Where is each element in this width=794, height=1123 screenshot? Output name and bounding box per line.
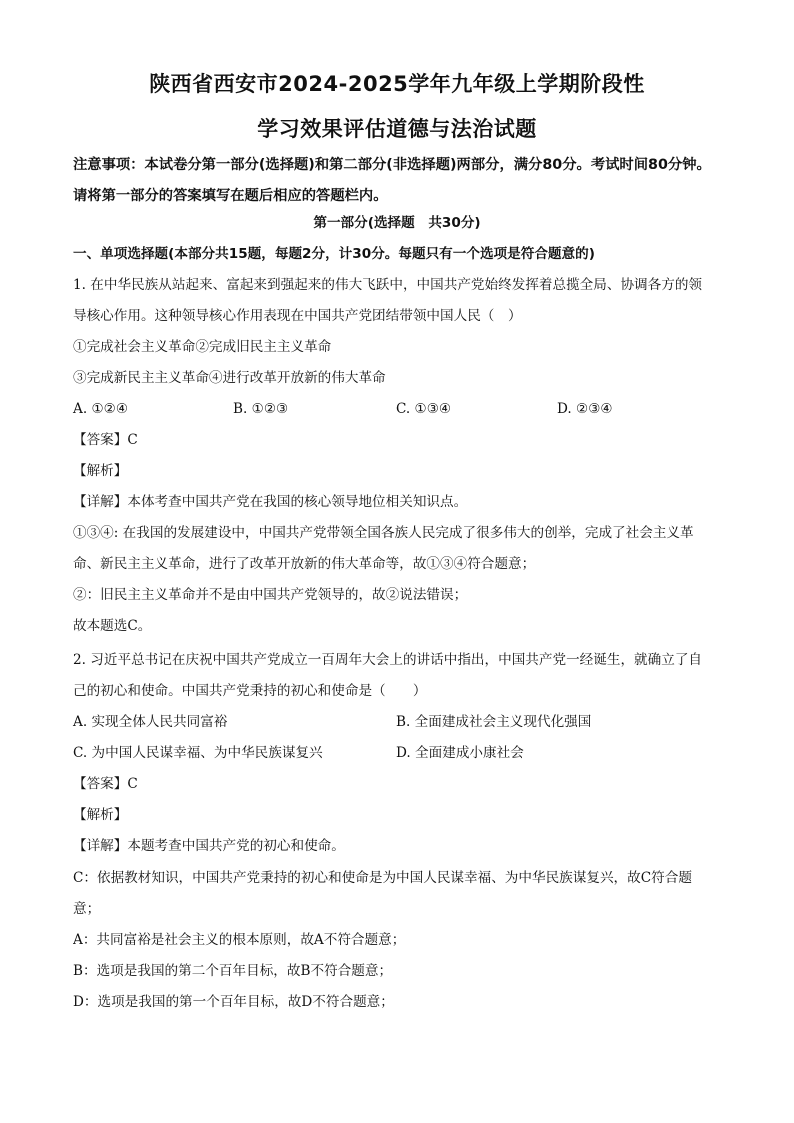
q2-explanation-c-line-2: 意；	[73, 901, 101, 917]
q1-option-b: B. ①②③	[233, 401, 289, 417]
q1-option-a: A. ①②④	[73, 401, 129, 417]
q2-option-a: A. 实现全体人民共同富裕	[73, 714, 228, 730]
q1-item-line-2: ③完成新民主主义革命④进行改革开放新的伟大革命	[73, 370, 386, 386]
q1-conclusion: 故本题选C。	[73, 618, 152, 634]
q2-option-c: C. 为中国人民谋幸福、为中华民族谋复兴	[73, 745, 323, 761]
q1-explanation-line-1: ①③④: 在我国的发展建设中，中国共产党带领全国各族人民完成了很多伟大的创举，完成了社会主义革	[73, 525, 694, 541]
q1-detail: 【详解】本体考查中国共产党在我国的核心领导地位相关知识点。	[73, 494, 468, 510]
q1-item-line-1: ①完成社会主义革命②完成旧民主主义革命	[73, 339, 332, 355]
q2-detail: 【详解】本题考查中国共产党的初心和使命。	[73, 838, 345, 854]
q2-explanation-b: B：选项是我国的第二个百年目标，故B不符合题意；	[73, 963, 393, 979]
q2-option-b: B. 全面建成社会主义现代化强国	[396, 714, 592, 730]
title-line-2: 学习效果评估道德与法治试题	[257, 117, 537, 141]
q1-analysis-label: 【解析】	[73, 463, 128, 479]
q1-answer: 【答案】C	[73, 432, 138, 448]
q1-option-c: C. ①③④	[396, 401, 452, 417]
q1-option-d: D. ②③④	[557, 401, 613, 417]
title-line-1: 陕西省西安市2024-2025学年九年级上学期阶段性	[149, 72, 645, 96]
notice-text: 注意事项：本试卷分第一部分(选择题)和第二部分(非选择题)两部分，满分80分。考试时间80分钟。请将第一部分的答案填写在题后相应的答题栏内。	[73, 157, 711, 204]
q2-stem-line-2: 己的初心和使命。中国共产党秉持的初心和使命是（ ）	[73, 683, 427, 699]
q1-explanation-2: ②：旧民主主义革命并不是由中国共产党领导的，故②说法错误；	[73, 587, 468, 603]
q2-analysis-label: 【解析】	[73, 807, 128, 823]
q2-option-d: D. 全面建成小康社会	[396, 745, 524, 761]
q2-explanation-a: A：共同富裕是社会主义的根本原则，故A不符合题意；	[73, 932, 406, 948]
q1-explanation-line-2: 命、新民主主义革命，进行了改革开放新的伟大革命等，故①③④符合题意；	[73, 556, 536, 572]
part1-heading: 第一部分(选择题 共30分)	[313, 215, 481, 231]
section1-heading: 一、单项选择题(本部分共15题，每题2分，计30分。每题只有一个选项是符合题意的)	[73, 246, 595, 262]
q2-explanation-c-line-1: C：依据教材知识，中国共产党秉持的初心和使命是为中国人民谋幸福、为中华民族谋复兴，故C符合题	[73, 870, 692, 886]
q1-stem-line-1: 1. 在中华民族从站起来、富起来到强起来的伟大飞跃中，中国共产党始终发挥着总揽全局、协调各方的领	[73, 277, 703, 293]
q1-stem-line-2: 导核心作用。这种领导核心作用表现在中国共产党团结带领中国人民（ ）	[73, 308, 522, 324]
q2-answer: 【答案】C	[73, 776, 138, 792]
q2-stem-line-1: 2. 习近平总书记在庆祝中国共产党成立一百周年大会上的讲话中指出，中国共产党一经诞生，就确立了自	[73, 652, 703, 668]
q2-explanation-d: D：选项是我国的第一个百年目标，故D不符合题意；	[73, 994, 394, 1010]
